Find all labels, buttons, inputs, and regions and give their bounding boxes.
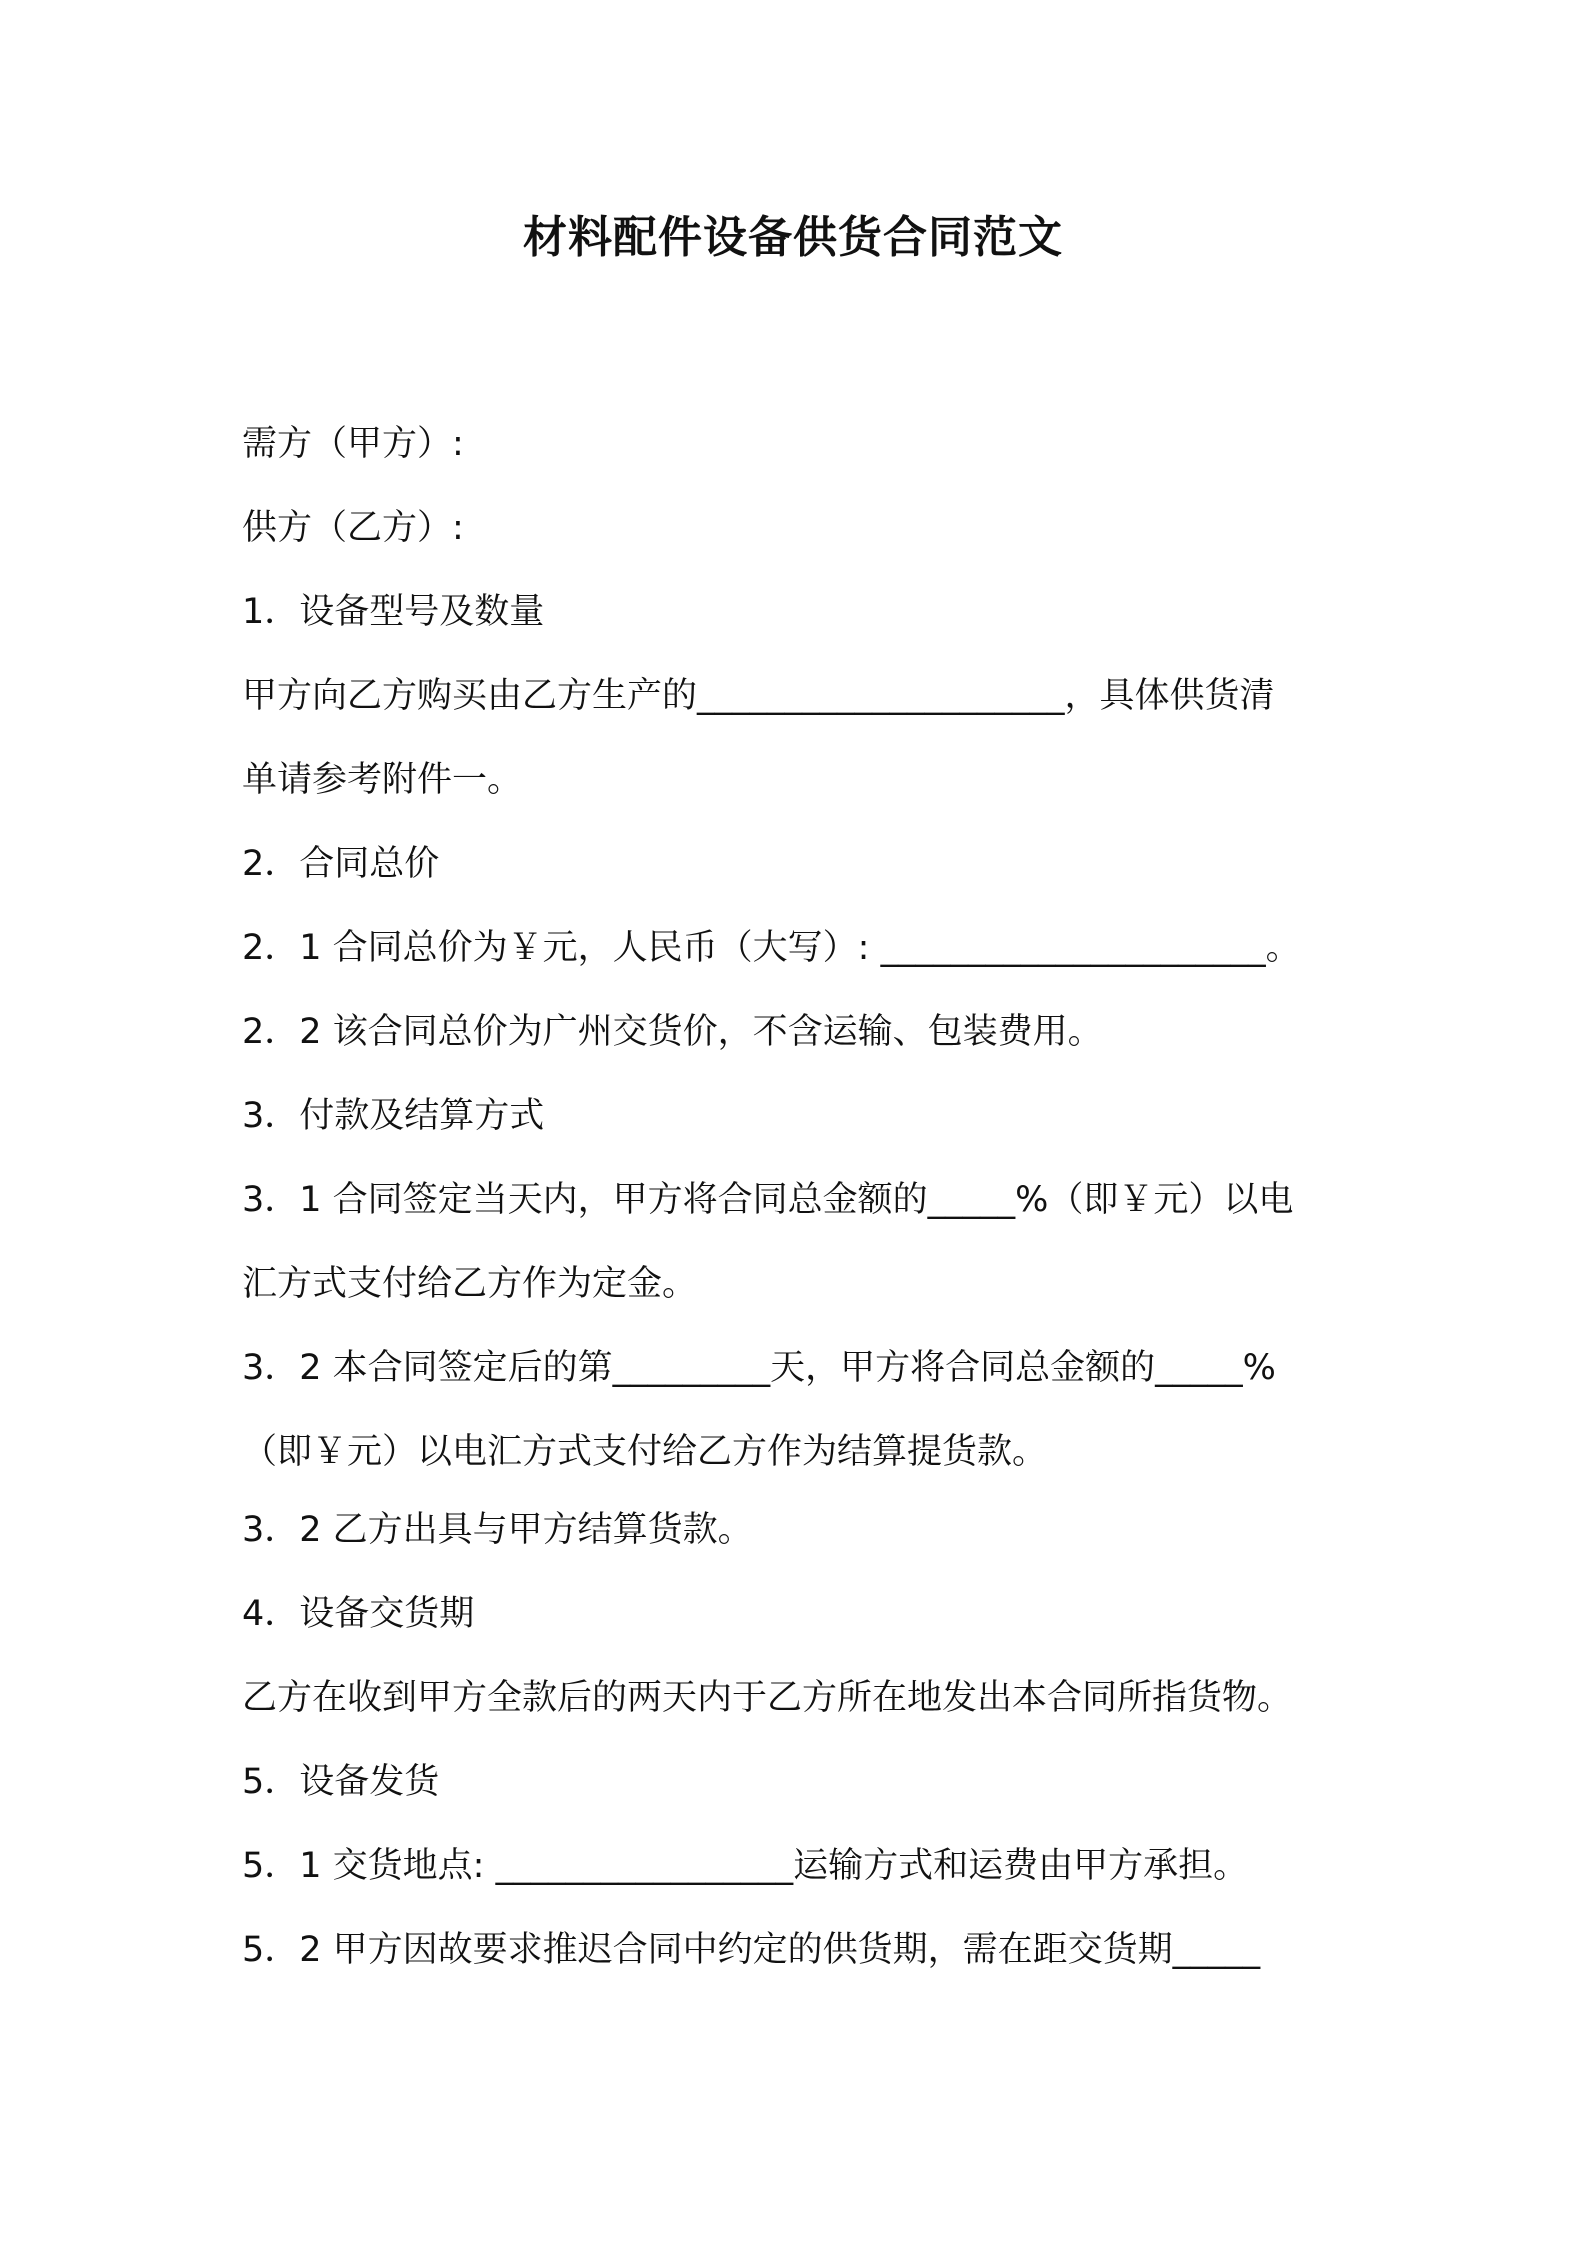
section-5-heading: 5．设备发货 (242, 1762, 440, 1802)
clause-2-2: 2．2 该合同总价为广州交货价，不含运输、包装费用。 (242, 1012, 1103, 1052)
section-2-heading: 2．合同总价 (242, 844, 440, 884)
clause-5-2: 5．2 甲方因故要求推迟合同中约定的供货期，需在距交货期_____ (242, 1930, 1261, 1970)
document-title: 材料配件设备供货合同范文 (523, 212, 1063, 263)
clause-3-2-line-2: （即￥元）以电汇方式支付给乙方作为结算提货款。 (242, 1432, 1048, 1472)
section-4-text: 乙方在收到甲方全款后的两天内于乙方所在地发出本合同所指货物。 (242, 1678, 1293, 1718)
document-body (242, 402, 1352, 1992)
clause-3-2-second: 3．2 乙方出具与甲方结算货款。 (242, 1510, 753, 1550)
clause-3-1-line-2: 汇方式支付给乙方作为定金。 (242, 1264, 698, 1304)
seller-party-line: 供方（乙方）: (242, 508, 464, 548)
section-1-heading: 1．设备型号及数量 (242, 592, 545, 632)
buyer-party-line: 需方（甲方）: (242, 424, 464, 464)
section-4-heading: 4．设备交货期 (242, 1594, 475, 1634)
clause-3-2-line-1: 3．2 本合同签定后的第_________天，甲方将合同总金额的_____% (242, 1348, 1276, 1388)
clause-3-1-line-1: 3．1 合同签定当天内，甲方将合同总金额的_____%（即￥元）以电 (242, 1180, 1294, 1220)
section-3-heading: 3．付款及结算方式 (242, 1096, 545, 1136)
clause-2-1: 2．1 合同总价为￥元，人民币（大写）: ______________________。 (242, 928, 1301, 968)
section-1-text-line-1: 甲方向乙方购买由乙方生产的_____________________，具体供货清 (242, 676, 1275, 716)
section-1-text-line-2: 单请参考附件一。 (242, 760, 523, 800)
clause-5-1: 5．1 交货地点: _________________运输方式和运费由甲方承担。 (242, 1846, 1249, 1886)
